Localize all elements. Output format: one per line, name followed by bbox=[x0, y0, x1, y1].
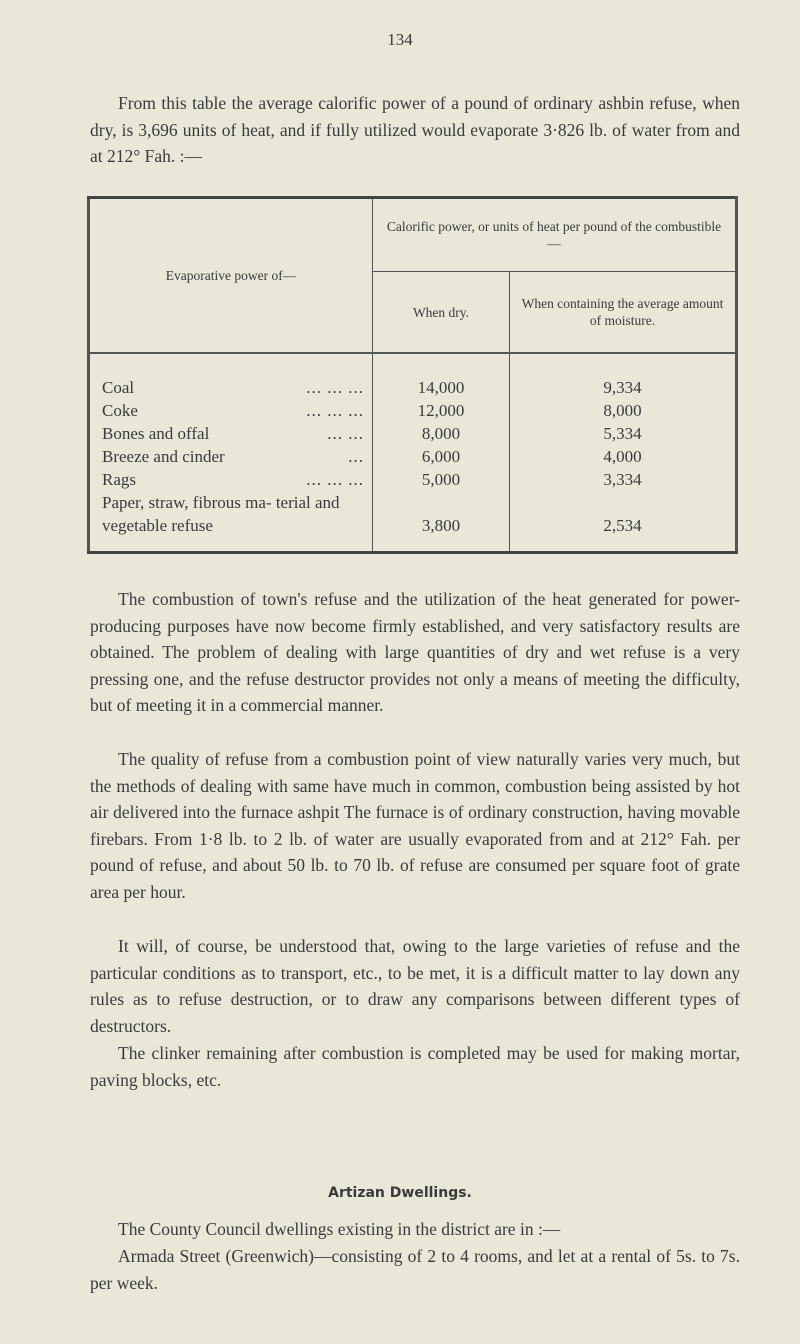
row-name: Paper, straw, fibrous ma- terial and vegetable refuse bbox=[102, 493, 340, 535]
col-header-evaporative: Evaporative power of— bbox=[89, 198, 373, 354]
calorific-table bbox=[87, 196, 738, 554]
paragraph: The combustion of town's refuse and the utilization of the heat generated for power-producing purposes have now become firmly established, and very satisfactory results are obtained. The problem of dealing with large quantities of dry and wet refuse is a very pressing one, and the refuse destructor provides not only a means of meeting the difficulty, but of meeting it in a commercial manner. bbox=[90, 589, 740, 716]
moist-value: 2,534 bbox=[510, 491, 737, 553]
table-row bbox=[89, 353, 737, 399]
moist-value: 5,334 bbox=[510, 422, 737, 445]
table-row bbox=[89, 399, 737, 422]
leader-dots: ... bbox=[348, 447, 364, 466]
moist-value: 8,000 bbox=[510, 399, 737, 422]
dry-value: 8,000 bbox=[373, 422, 510, 445]
paragraph: It will, of course, be understood that, owing to the large varieties of refuse and the particular conditions as to transport, etc., to be met, it is a difficult matter to lay down any rules as to refuse destruction, or to draw any comparisons between different types of destructors. bbox=[90, 936, 740, 1036]
moist-value: 9,334 bbox=[510, 353, 737, 399]
paragraph: The County Council dwellings existing in the district are in :— bbox=[118, 1219, 561, 1239]
dry-value: 14,000 bbox=[373, 353, 510, 399]
row-label bbox=[89, 491, 373, 553]
moist-value: 4,000 bbox=[510, 445, 737, 468]
col-header-dry: When dry. bbox=[373, 272, 510, 354]
dry-value: 5,000 bbox=[373, 468, 510, 491]
row-name: Coal bbox=[102, 378, 135, 397]
row-name: Breeze and cinder bbox=[102, 447, 225, 466]
paragraph: Armada Street (Greenwich)—consisting of 2 to 4 rooms, and let at a rental of 5s. to 7s. per week. bbox=[90, 1246, 740, 1293]
moist-value: 3,334 bbox=[510, 468, 737, 491]
row-label bbox=[89, 468, 373, 491]
leader-dots: ... ... ... bbox=[306, 401, 364, 420]
dry-value: 6,000 bbox=[373, 445, 510, 468]
table-row bbox=[89, 468, 737, 491]
row-label bbox=[89, 445, 373, 468]
row-name: Bones and offal bbox=[102, 424, 210, 443]
table-row bbox=[89, 491, 737, 553]
section-heading: Artizan Dwellings. bbox=[328, 1185, 472, 1201]
col-group-header: Calorific power, or units of heat per pound of the combustible— bbox=[373, 198, 737, 272]
paragraph: The quality of refuse from a combustion point of view naturally varies very much, but the methods of dealing with same have much in common, combustion being assisted by hot air delivered into the furnace ashpit The furnace is of ordinary construction, having movable firebars. From 1·8 lb. to 2 lb. of water are usually evaporated from and at 212° Fah. per pound of refuse, and about 50 lb. to 70 lb. of refuse are consumed per square foot of grate area per hour. bbox=[90, 749, 740, 902]
dry-value: 3,800 bbox=[373, 491, 510, 553]
row-name: Coke bbox=[102, 401, 138, 420]
leader-dots: ... ... ... bbox=[306, 470, 364, 489]
leader-dots: ... ... bbox=[327, 424, 364, 443]
row-label bbox=[89, 422, 373, 445]
page-number: 134 bbox=[387, 30, 413, 49]
row-label bbox=[89, 399, 373, 422]
leader-dots: ... ... ... bbox=[306, 378, 364, 397]
row-name: Rags bbox=[102, 470, 136, 489]
dry-value: 12,000 bbox=[373, 399, 510, 422]
row-label bbox=[89, 353, 373, 399]
col-header-moist: When containing the average amount of moisture. bbox=[510, 272, 737, 354]
table-row bbox=[89, 445, 737, 468]
table-row bbox=[89, 422, 737, 445]
paragraph: The clinker remaining after combustion is completed may be used for making mortar, paving blocks, etc. bbox=[90, 1043, 740, 1090]
intro-paragraph: From this table the average calorific power of a pound of ordinary ashbin refuse, when dry, is 3,696 units of heat, and if fully utilized would evaporate 3·826 lb. of water from and at 212° Fah. :— bbox=[90, 93, 740, 167]
